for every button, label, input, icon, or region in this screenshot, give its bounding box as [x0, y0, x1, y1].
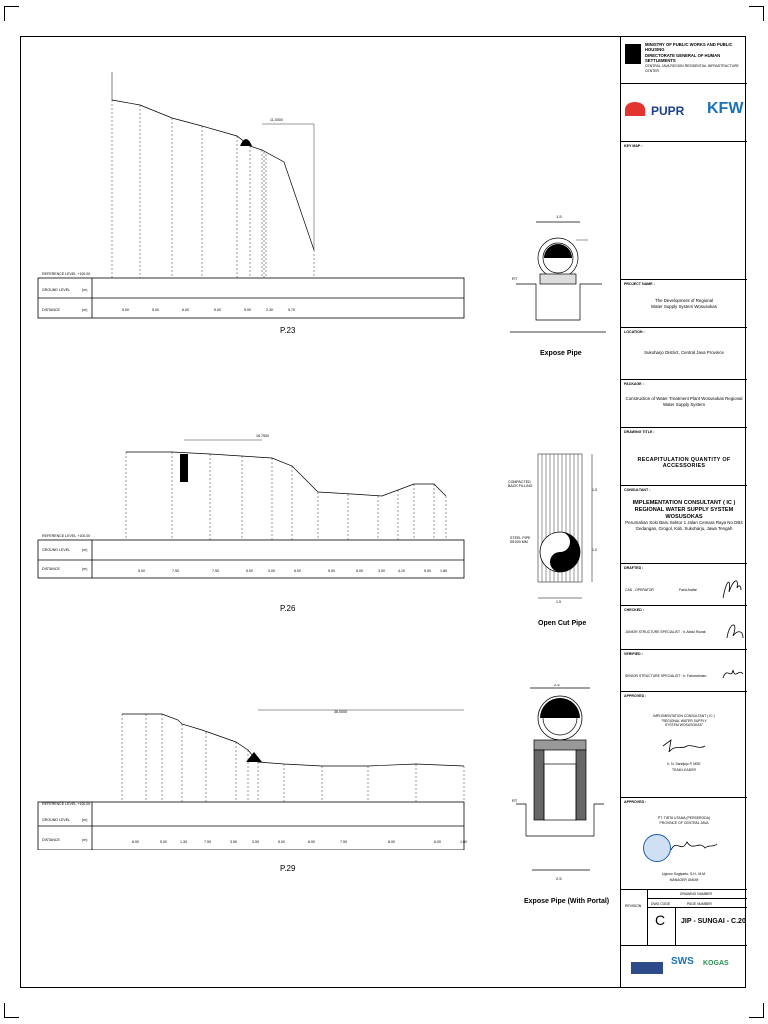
- crop-mark-top-right: [749, 6, 764, 21]
- drafted-role: CAD - OPERATOR: [625, 588, 654, 592]
- kfw-logo: KFW: [707, 100, 744, 117]
- kogas-logo: KOGAS: [703, 960, 729, 967]
- verified-value: SENIOR STRUCTURE SPECIALIST : Ir. Faturrahman: [625, 674, 707, 678]
- p29-distance-2: 5.00: [160, 840, 167, 844]
- p29-distance-6: 3.50: [252, 840, 259, 844]
- location-value: Sukoharjo District, Central Java Province: [644, 350, 724, 355]
- p23-distance-3: 6.00: [182, 308, 189, 312]
- consultant-address: Perumahan Solo Baru Sektor 1 Jalan Cemara Raya No DB4 Gedangan, Grogol, Kab. Sukoharjo, Jawa Tengah: [625, 520, 743, 531]
- sponsor-logo-icon: [631, 962, 663, 974]
- p23-span-label: 11.0000: [270, 118, 283, 122]
- p26-distance-1: 5.00: [138, 569, 145, 573]
- expose-pipe-portal-caption: Expose Pipe (With Portal): [524, 898, 610, 905]
- profile-p23-drawing: [22, 60, 472, 330]
- p23-distance-label: DISTANCE: [42, 308, 60, 312]
- p23-distance-7: 5.70: [288, 308, 295, 312]
- location-label: LOCATION :: [624, 330, 645, 334]
- p26-ref-level: REFERENCE LEVEL +100.00: [42, 534, 91, 538]
- profile-p29-drawing: [22, 700, 472, 850]
- checked-value: JUNIOR STRUCTURE SPECIALIST : Ir. Abdul Rozak: [625, 630, 706, 634]
- open-cut-pipe-label: STEEL PIPE Ø1000 MM: [510, 536, 531, 544]
- p26-title: P.26: [280, 604, 296, 613]
- ministry-line-2: DIRECTORATE GENERAL OF HUMAN SETTLEMENTS: [645, 52, 721, 64]
- p29-distance-12: 1.00: [460, 840, 467, 844]
- approved-client-stamp-icon: [643, 834, 671, 862]
- p29-distance-5: 3.50: [230, 840, 237, 844]
- expose-pipe-portal-section: [506, 684, 612, 884]
- p26-distance-7: 5.00: [328, 569, 335, 573]
- project-name-label: PROJECT NAME :: [624, 282, 655, 286]
- crop-mark-bottom-left: [4, 1003, 19, 1018]
- approved-consultant-org: IMPLEMENTATION CONSULTANT ( IC ) "REGIONAL WATER SUPPLY SYSTEM WOSUSOKAS": [653, 714, 715, 728]
- approved-consultant-section: [621, 692, 747, 798]
- open-cut-dim-3: 1.5: [556, 600, 561, 604]
- drawing-number-value: JIP - SUNGAI - C.20: [681, 918, 746, 925]
- approved-client-org: PT. TIRTA UTAMA (PERSERODA) PROVINCE OF CENTRAL JAVA: [658, 816, 710, 825]
- p26-distance-4: 5.00: [246, 569, 253, 573]
- project-name-section: [621, 280, 747, 328]
- expose-pipe-section: [506, 210, 612, 340]
- svg-text:RT: RT: [512, 276, 518, 281]
- p26-distance-label: DISTANCE: [42, 567, 60, 571]
- p26-distance-6: 6.00: [294, 569, 301, 573]
- ministry-header: [621, 36, 747, 84]
- p29-distance-label: DISTANCE: [42, 838, 60, 842]
- p23-distance-unit: (m): [82, 308, 88, 312]
- p29-distance-1: 6.00: [132, 840, 139, 844]
- crop-mark-top-left: [4, 6, 19, 21]
- consultant-name: IMPLEMENTATION CONSULTANT ( IC ) REGIONAL WATER SUPPLY SYSTEM WOSUSOKAS: [632, 500, 736, 520]
- drafted-name: Farid Arafat: [679, 588, 697, 592]
- verified-section: [621, 650, 747, 692]
- location-section: [621, 328, 747, 380]
- sws-logo: SWS: [671, 956, 694, 967]
- checked-section: [621, 606, 747, 650]
- p29-ground-unit: (m): [82, 818, 88, 822]
- drawing-title-label: DRAWING TITLE :: [624, 430, 655, 434]
- drawing-number-section: [621, 890, 747, 946]
- svg-text:RT: RT: [512, 798, 518, 803]
- p29-ground-label: GROUND LEVEL: [42, 818, 71, 822]
- open-cut-pipe-section: [506, 448, 612, 618]
- ministry-line-3: CENTRAL JAVA REGION RESIDENTIAL INFRASTRUCTURE CENTER: [645, 63, 739, 74]
- p26-distance-unit: (m): [82, 567, 88, 571]
- open-cut-backfill-label: COMPACTED BACK FILLING: [508, 480, 533, 488]
- project-name-value: The Development of Regional Water Supply System Wosusokas: [651, 298, 717, 309]
- partner-logos: [621, 84, 747, 142]
- approved-label-2: APPROVED :: [624, 800, 647, 804]
- p29-distance-11: 6.00: [434, 840, 441, 844]
- drawing-title-value: RECAPITULATION QUANTITY OF ACCESSORIES: [637, 457, 731, 469]
- expose-pipe-caption: Expose Pipe: [540, 350, 582, 357]
- p23-ground-unit: (m): [82, 288, 88, 292]
- approved-consultant-signature: [661, 736, 707, 756]
- p29-distance-9: 7.50: [340, 840, 347, 844]
- p29-distance-unit: (m): [82, 838, 88, 842]
- approved-consultant-name: Ir. N. Sandjojo P, MSE: [667, 762, 701, 766]
- verified-label: VERIFIED :: [624, 652, 643, 656]
- package-value: Construction of Water Treatment Plant Wosusokas Regional Water Supply System: [625, 396, 743, 407]
- p29-distance-10: 8.00: [388, 840, 395, 844]
- profile-p26-drawing: [22, 430, 472, 580]
- key-map-label: KEY MAP :: [624, 144, 643, 148]
- p26-distance-10: 4.10: [398, 569, 405, 573]
- checked-signature: [725, 616, 745, 644]
- open-cut-pipe-caption: Open Cut Pipe: [538, 620, 587, 627]
- checked-label: CHECKED :: [624, 608, 644, 612]
- ministry-line-1: MINISTRY OF PUBLIC WORKS AND PUBLIC HOUSING: [645, 42, 733, 53]
- approved-client-role: MANAGER UMUM: [669, 878, 699, 882]
- revision-value: C: [655, 912, 666, 928]
- verified-signature: [721, 664, 745, 684]
- p23-ground-label: GROUND LEVEL: [42, 288, 71, 292]
- approved-client-name: Ugiono Sugiyarto, S.H., M.M.: [662, 872, 706, 876]
- page-number-label: PAGE NUMBER: [687, 902, 712, 906]
- approved-label-1: APPROVED :: [624, 694, 647, 698]
- p29-distance-3: 1.30: [180, 840, 187, 844]
- drafted-section: [621, 564, 747, 606]
- p23-title: P.23: [280, 326, 296, 335]
- svg-text:1.5: 1.5: [556, 214, 562, 219]
- package-label: PACKAGE :: [624, 382, 644, 386]
- svg-text:2.5: 2.5: [556, 876, 562, 881]
- bottom-logos: [621, 946, 747, 988]
- p23-distance-6: 2.30: [266, 308, 273, 312]
- p29-distance-8: 6.00: [308, 840, 315, 844]
- p29-title: P.29: [280, 864, 296, 873]
- p26-ground-unit: (m): [82, 548, 88, 552]
- approved-consultant-role: TEAM LEADER: [672, 768, 696, 772]
- pipe-support-block: [180, 454, 188, 482]
- drafted-label: DRAFTED :: [624, 566, 644, 570]
- p29-ref-level: REFERENCE LEVEL +100.00: [42, 802, 91, 806]
- approved-client-signature: [669, 836, 719, 856]
- key-map-section: [621, 142, 747, 280]
- p23-distance-5: 5.00: [244, 308, 251, 312]
- p26-span-label: 16.7500: [256, 434, 269, 438]
- p26-distance-5: 3.00: [268, 569, 275, 573]
- crop-mark-bottom-right: [749, 1003, 764, 1018]
- package-section: [621, 380, 747, 428]
- ministry-logo-icon: [625, 44, 641, 64]
- consultant-label: CONSULTANT :: [624, 488, 651, 492]
- pipe-symbol: [246, 752, 262, 762]
- p26-distance-11: 5.00: [424, 569, 431, 573]
- consultant-section: [621, 486, 747, 564]
- p29-distance-4: 7.50: [204, 840, 211, 844]
- p23-distance-2: 5.00: [152, 308, 159, 312]
- p23-distance-4: 5.00: [214, 308, 221, 312]
- p26-distance-9: 3.00: [378, 569, 385, 573]
- title-block: [620, 36, 746, 988]
- p23-ref-level: REFERENCE LEVEL +100.00: [42, 272, 91, 276]
- drawing-title-section: [621, 428, 747, 486]
- drafted-signature: [721, 574, 743, 602]
- drawing-number-label: DRAWING NUMBER: [680, 892, 712, 896]
- approved-client-section: [621, 798, 747, 890]
- p29-distance-7: 5.00: [278, 840, 285, 844]
- dwg-code-label: DWG CODE: [651, 902, 671, 906]
- p26-distance-2: 7.50: [172, 569, 179, 573]
- open-cut-dim-2: 1.0: [592, 548, 597, 552]
- p26-distance-8: 5.00: [356, 569, 363, 573]
- p26-distance-3: 7.50: [212, 569, 219, 573]
- p29-span-label: 36.0000: [334, 710, 347, 714]
- p26-distance-12: 1.80: [440, 569, 447, 573]
- p26-ground-label: GROUND LEVEL: [42, 548, 71, 552]
- pupr-logo: PUPR: [651, 104, 685, 118]
- german-cooperation-logo-icon: [625, 102, 645, 116]
- revision-label: REVISION: [625, 904, 642, 908]
- p23-distance-1: 5.00: [122, 308, 129, 312]
- open-cut-dim-1: 1.5: [592, 488, 597, 492]
- svg-text:2.5: 2.5: [554, 684, 560, 687]
